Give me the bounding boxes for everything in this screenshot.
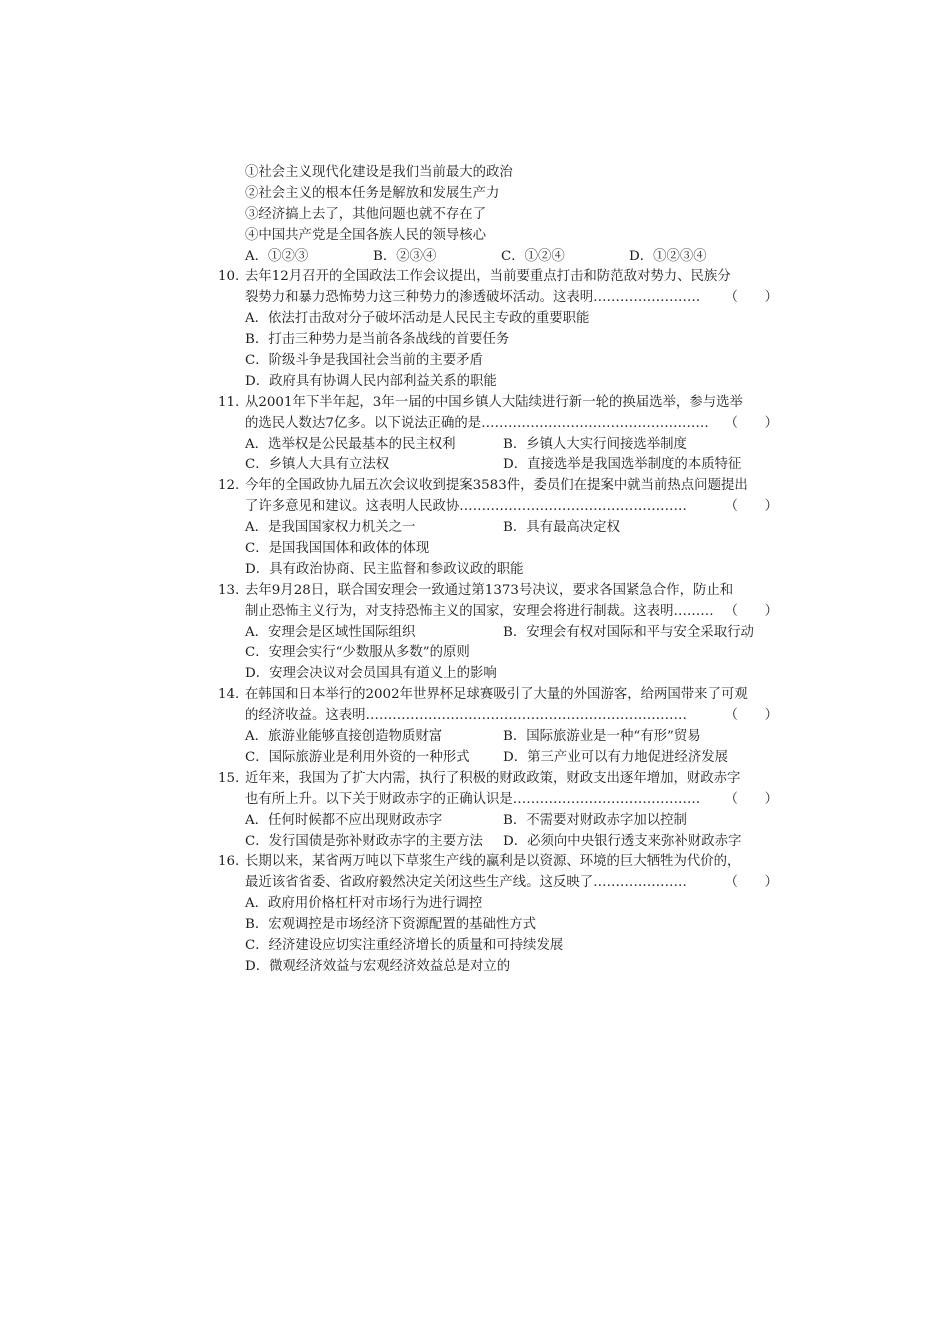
option-d: D．①②③④ (629, 248, 707, 264)
option-b: B．宏观调控是市场经济下资源配置的基础性方式 (245, 917, 537, 933)
option-a: A．①②③ (245, 248, 309, 264)
option-a: A．选举权是公民最基本的民主权利 (245, 436, 456, 452)
question-11 (218, 393, 778, 477)
question-stem-line (218, 414, 778, 435)
option-row (218, 455, 778, 476)
question-number: 16. (218, 854, 240, 870)
option-d: D．必须向中央银行透支来弥补财政赤字 (503, 833, 742, 849)
option-c: C．是国我国国体和政体的体现 (245, 541, 430, 557)
option-c: C．阶级斗争是我国社会当前的主要矛盾 (245, 353, 483, 369)
question-10 (218, 267, 778, 392)
question-14 (218, 685, 778, 769)
question-text: 制止恐怖主义行为，对支持恐怖主义的国家，安理会将进行制裁。这表明……… (245, 603, 714, 619)
question-9 (218, 163, 778, 267)
option-c: C．乡镇人大具有立法权 (245, 457, 390, 473)
question-number: 15. (218, 770, 240, 786)
answer-blank: （ ） (724, 415, 778, 431)
question-number: 11. (218, 394, 240, 410)
option-row (218, 435, 778, 456)
question-stem-line (218, 288, 778, 309)
option-b: B．国际旅游业是一种“有形”贸易 (503, 729, 701, 745)
option-d: D．安理会决议对会员国具有道义上的影响 (245, 666, 497, 682)
option-d: D．直接选举是我国选举制度的本质特征 (503, 457, 742, 473)
question-stem-line (218, 267, 778, 288)
option-b: B．乡镇人大实行间接选举制度 (503, 436, 687, 452)
question-13 (218, 581, 778, 685)
answer-blank: （ ） (724, 290, 778, 306)
question-text: 在韩国和日本举行的2002年世界杯足球赛吸引了大量的外国游客，给两国带来了可观 (245, 687, 748, 703)
option-c: C．发行国债是弥补财政赤字的主要方法 (245, 833, 483, 849)
question-text: 裂势力和暴力恐怖势力这三种势力的渗透破坏活动。这表明…………………… (245, 290, 701, 306)
question-text: 去年12月召开的全国政法工作会议提出，当前要重点打击和防范敌对势力、民族分 (245, 269, 731, 285)
option-b: B．打击三种势力是当前各条战线的首要任务 (245, 332, 510, 348)
option-a: A．旅游业能够直接创造物质财富 (245, 729, 443, 745)
question-text: 了许多意见和建议。这表明人民政协…………………………………………… (245, 499, 687, 515)
answer-blank: （ ） (724, 791, 778, 807)
option-row (218, 832, 778, 853)
option-row (218, 623, 778, 644)
question-list (218, 163, 778, 978)
question-text: 今年的全国政协九届五次会议收到提案3583件，委员们在提案中就当前热点问题提出 (245, 478, 748, 494)
question-16 (218, 852, 778, 977)
question-stem-line (218, 476, 778, 497)
option-d: D．具有政治协商、民主监督和参政议政的职能 (245, 561, 524, 577)
option-row (218, 811, 778, 832)
answer-blank: （ ） (724, 875, 778, 891)
statement-1: ①社会主义现代化建设是我们当前最大的政治 (245, 165, 513, 180)
question-text: 近年来，我国为了扩大内需，执行了积极的财政政策，财政支出逐年增加，财政赤字 (245, 770, 741, 786)
option-d: D．微观经济效益与宏观经济效益总是对立的 (245, 958, 511, 974)
option-c: C．国际旅游业是利用外资的一种形式 (245, 749, 470, 765)
answer-blank: （ ） (724, 708, 778, 724)
option-a: A．是我国国家权力机关之一 (245, 520, 416, 536)
question-stem-line (218, 769, 778, 790)
option-b: B．②③④ (373, 248, 437, 264)
option-d: D．政府具有协调人民内部利益关系的职能 (245, 373, 497, 389)
option-row (218, 727, 778, 748)
option-a: A．任何时候都不应出现财政赤字 (245, 812, 443, 828)
option-row (218, 518, 778, 539)
question-text: 从2001年下半年起，3年一届的中国乡镇人大陆续进行新一轮的换届选举，参与选举 (245, 394, 743, 410)
option-a: A．政府用价格杠杆对市场行为进行调控 (245, 896, 483, 912)
question-text: 也有所上升。以下关于财政赤字的正确认识是…………………………………… (245, 791, 701, 807)
question-stem-line (218, 685, 778, 706)
question-text: 长期以来，某省两万吨以下草浆生产线的赢利是以资源、环境的巨大牺牲为代价的， (245, 854, 741, 870)
option-a: A．依法打击敌对分子破坏活动是人民民主专政的重要职能 (245, 311, 590, 327)
statement-2: ②社会主义的根本任务是解放和发展生产力 (245, 185, 500, 201)
question-12 (218, 476, 778, 580)
option-c: C．安理会实行“少数服从多数”的原则 (245, 645, 470, 661)
question-stem-line (218, 790, 778, 811)
option-d: D．第三产业可以有力地促进经济发展 (503, 749, 728, 765)
option-c: C．经济建设应切实注重经济增长的质量和可持续发展 (245, 937, 564, 953)
question-stem-line (218, 497, 778, 518)
question-text: 的选民人数达7亿多。以下说法正确的是…………………………………………… (245, 415, 709, 431)
statement-3: ③经济搞上去了，其他问题也就不存在了 (245, 206, 487, 222)
option-b: B．安理会有权对国际和平与安全采取行动 (503, 624, 754, 640)
option-b: B．不需要对财政赤字加以控制 (503, 812, 687, 828)
question-number: 14. (218, 687, 240, 703)
question-stem-line (218, 581, 778, 602)
option-row (218, 247, 778, 268)
question-stem-line (218, 602, 778, 623)
question-stem-line (218, 706, 778, 727)
answer-blank: （ ） (724, 499, 778, 515)
question-number: 10. (218, 269, 240, 285)
question-text: 的经济收益。这表明……………………………………………………………… (245, 708, 687, 724)
question-stem-line (218, 852, 778, 873)
answer-blank: （ ） (724, 603, 778, 619)
question-stem-line (218, 873, 778, 894)
statement-4: ④中国共产党是全国各族人民的领导核心 (245, 227, 487, 243)
question-15 (218, 769, 778, 853)
question-text: 最近该省省委、省政府毅然决定关闭这些生产线。这反映了………………… (245, 875, 687, 891)
option-c: C．①②④ (501, 248, 565, 264)
option-b: B．具有最高决定权 (503, 520, 620, 536)
option-row (218, 748, 778, 769)
question-text: 去年9月28日，联合国安理会一致通过第1373号决议，要求各国紧急合作，防止和 (245, 582, 734, 598)
option-a: A．安理会是区域性国际组织 (245, 624, 416, 640)
question-number: 12. (218, 478, 240, 494)
question-number: 13. (218, 582, 240, 598)
question-stem-line (218, 393, 778, 414)
